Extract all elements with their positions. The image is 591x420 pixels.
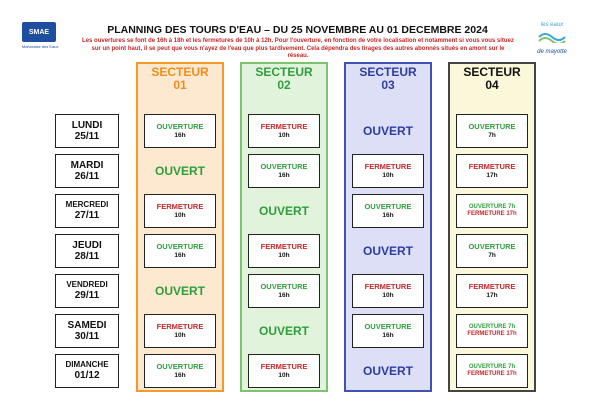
schedule-cell <box>456 154 528 188</box>
sector-label: SECTEUR <box>255 65 313 79</box>
day-name: DIMANCHE <box>65 360 109 370</box>
water-wave-icon <box>537 29 567 43</box>
schedule-cell <box>248 274 320 308</box>
cell-status: FERMETURE <box>364 161 412 171</box>
schedule-cell <box>456 234 528 268</box>
cell-time: 10h <box>382 291 394 299</box>
sector-04-header <box>448 66 536 92</box>
smae-logo-mark: SMAE <box>22 22 56 42</box>
schedule-cell <box>144 314 216 348</box>
page-title: PLANNING DES TOURS D'EAU – DU 25 NOVEMBRE AU 01 DECEMBRE 2024 <box>107 24 488 36</box>
cell-status: OUVERT <box>258 204 309 218</box>
logo-text-top: les eaux <box>540 22 564 28</box>
day-name: MERCREDI <box>65 200 109 210</box>
cell-status: FERMETURE <box>364 281 412 291</box>
cell-status: OUVERTURE <box>364 201 412 211</box>
cell-time: 7h <box>488 131 496 139</box>
cell-status: FERMETURE <box>468 281 516 291</box>
day-date: 30/11 <box>74 331 100 342</box>
cell-status: OUVERT <box>258 324 309 338</box>
schedule-cell <box>352 234 424 268</box>
sector-number: 01 <box>173 78 187 93</box>
schedule-cell <box>456 274 528 308</box>
cell-time: 17h <box>486 171 498 179</box>
cell-status: FERMETURE <box>156 321 204 331</box>
cell-status: FERMETURE <box>260 361 308 371</box>
schedule-cell <box>352 354 424 388</box>
sector-number: 04 <box>485 78 499 93</box>
schedule-cell <box>248 194 320 228</box>
schedule-cell <box>144 274 216 308</box>
day-name: MARDI <box>70 160 104 171</box>
day-name: LUNDI <box>71 120 103 131</box>
sector-label: SECTEUR <box>463 65 521 79</box>
cell-line-1: OUVERTURE 7h <box>468 203 516 210</box>
cell-time: 16h <box>278 171 290 179</box>
sector-label: SECTEUR <box>359 65 417 79</box>
cell-line-2: FERMETURE 17h <box>467 371 517 377</box>
cell-status: OUVERTURE <box>468 121 516 131</box>
sector-number: 02 <box>277 78 291 93</box>
schedule-cell <box>248 354 320 388</box>
cell-time: 16h <box>382 211 394 219</box>
schedule-cell <box>456 194 528 228</box>
schedule-cell <box>248 114 320 148</box>
smae-logo <box>22 22 64 60</box>
schedule-cell <box>456 114 528 148</box>
cell-time: 16h <box>174 251 186 259</box>
schedule-cell <box>352 154 424 188</box>
cell-time: 10h <box>382 171 394 179</box>
cell-status: FERMETURE <box>468 161 516 171</box>
day-name: SAMEDI <box>67 320 107 331</box>
schedule-cell <box>248 154 320 188</box>
cell-time: 10h <box>174 331 186 339</box>
day-date: 29/11 <box>74 289 100 301</box>
cell-status: FERMETURE <box>156 201 204 211</box>
cell-line-2: FERMETURE 17h <box>467 331 517 337</box>
schedule-cell <box>144 154 216 188</box>
eaux-de-mayotte-logo <box>530 22 574 62</box>
cell-status: OUVERT <box>362 244 413 258</box>
cell-time: 10h <box>278 131 290 139</box>
cell-time: 16h <box>174 371 186 379</box>
schedule-cell <box>248 314 320 348</box>
cell-status: OUVERTURE <box>468 241 516 251</box>
schedule-cell <box>248 234 320 268</box>
cell-time: 16h <box>278 291 290 299</box>
smae-logo-subtitle: Mahoraise des Eaux <box>22 44 59 49</box>
schedule-cell <box>144 354 216 388</box>
schedule-cell <box>352 194 424 228</box>
schedule-cell <box>352 274 424 308</box>
day-name: JEUDI <box>72 240 102 251</box>
cell-line-1: OUVERTURE 7h <box>468 363 516 370</box>
cell-status: FERMETURE <box>260 241 308 251</box>
schedule-cell <box>144 234 216 268</box>
cell-time: 17h <box>486 291 498 299</box>
day-date: 25/11 <box>74 131 100 142</box>
cell-status: OUVERT <box>362 124 413 138</box>
sector-03-header <box>344 66 432 92</box>
sector-number: 03 <box>381 78 395 93</box>
cell-status: OUVERTURE <box>260 281 308 291</box>
schedule-cell <box>352 314 424 348</box>
day-date: 28/11 <box>74 251 100 262</box>
day-date: 27/11 <box>74 209 100 221</box>
cell-time: 7h <box>488 251 496 259</box>
day-label-box <box>55 154 119 188</box>
day-label-box <box>55 114 119 148</box>
cell-line-1: OUVERTURE 7h <box>468 323 516 330</box>
cell-status: OUVERT <box>362 364 413 378</box>
schedule-notice: Les ouvertures se font de 16h à 18h et les fermetures de 10h à 12h. Pour l'ouverture, en fonction de votre localisation et notamment si vous vous situez sur un point haut, il se peut que vous n'ayez de l'eau que plus tardivement. Cela dépendra des tirages des autres abonnés situés en amont sur le réseau. <box>82 38 514 59</box>
schedule-cell <box>352 114 424 148</box>
schedule-cell <box>456 314 528 348</box>
cell-time: 16h <box>174 131 186 139</box>
cell-status: OUVERTURE <box>156 241 204 251</box>
day-date: 26/11 <box>74 171 100 182</box>
cell-status: OUVERTURE <box>260 161 308 171</box>
cell-line-2: FERMETURE 17h <box>467 211 517 217</box>
day-label-box <box>55 274 119 308</box>
day-label-box <box>55 234 119 268</box>
sector-01-header <box>136 66 224 92</box>
cell-status: OUVERTURE <box>364 321 412 331</box>
cell-time: 10h <box>278 371 290 379</box>
cell-time: 10h <box>174 211 186 219</box>
cell-status: OUVERT <box>154 284 205 298</box>
logo-text-bottom: de mayotte <box>537 49 567 55</box>
schedule-cell <box>144 114 216 148</box>
day-label-box <box>55 314 119 348</box>
sector-label: SECTEUR <box>151 65 209 79</box>
sector-02-header <box>240 66 328 92</box>
day-label-box <box>55 194 119 228</box>
cell-status: OUVERTURE <box>156 121 204 131</box>
cell-time: 16h <box>382 331 394 339</box>
cell-status: FERMETURE <box>260 121 308 131</box>
day-label-box <box>55 354 119 388</box>
schedule-cell <box>144 194 216 228</box>
cell-time: 10h <box>278 251 290 259</box>
day-date: 01/12 <box>74 369 100 381</box>
cell-status: OUVERTURE <box>156 361 204 371</box>
cell-status: OUVERT <box>154 164 205 178</box>
day-name: VENDREDI <box>66 280 108 290</box>
schedule-cell <box>456 354 528 388</box>
